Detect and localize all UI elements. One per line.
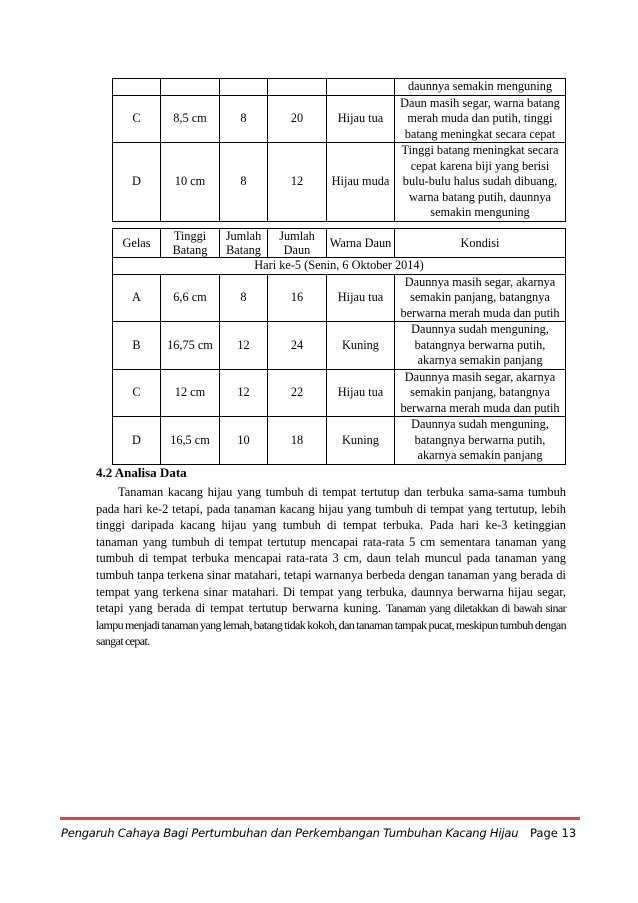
cell-jumlah-batang: 8 <box>220 143 268 222</box>
cell-kondisi: daunnya semakin menguning <box>395 79 566 96</box>
cell-jumlah-batang: 12 <box>220 322 268 370</box>
cell-kondisi: Daun masih segar, warna batang merah muda dan putih, tinggi batang meningkat secara cepat <box>395 95 566 143</box>
table-row <box>113 95 566 143</box>
cell-jumlah-batang <box>220 79 268 96</box>
footer-page-number: Page 13 <box>530 826 577 840</box>
cell-jumlah-daun: 12 <box>268 143 327 222</box>
cell-jumlah-daun: 20 <box>268 95 327 143</box>
cell-warna: Kuning <box>327 417 395 465</box>
cell-tinggi <box>161 79 220 96</box>
cell-jumlah-daun: 18 <box>268 417 327 465</box>
cell-tinggi: 8,5 cm <box>161 95 220 143</box>
header-kondisi: Kondisi <box>395 229 566 258</box>
cell-gelas: B <box>113 322 161 370</box>
section-heading: 4.2 Analisa Data <box>96 465 187 480</box>
footer-document-title: Pengaruh Cahaya Bagi Pertumbuhan dan Perkembangan Tumbuhan Kacang Hijau <box>61 826 519 840</box>
continued-observation-table <box>112 78 566 222</box>
paragraph-tail-text: Tanaman yang diletakkan di bawah sinar lampu menjadi tanaman yang lemah, batang tidak kokoh, dan tanaman tampak pucat, meskipun tumbuh dengan sangat cepat. <box>96 601 566 649</box>
header-gelas: Gelas <box>113 229 161 258</box>
cell-kondisi: Daunnya masih segar, akarnya semakin panjang, batangnya berwarna merah muda dan putih <box>395 274 566 322</box>
cell-warna <box>327 79 395 96</box>
cell-kondisi: Daunnya sudah menguning, batangnya berwarna putih, akarnya semakin panjang <box>395 322 566 370</box>
cell-jumlah-batang: 8 <box>220 95 268 143</box>
cell-warna: Hijau tua <box>327 369 395 417</box>
day-5-observation-table <box>112 228 566 465</box>
cell-jumlah-daun: 16 <box>268 274 327 322</box>
cell-gelas: A <box>113 274 161 322</box>
cell-warna: Hijau tua <box>327 95 395 143</box>
day-label-row <box>113 258 566 275</box>
cell-jumlah-batang: 12 <box>220 369 268 417</box>
cell-tinggi: 16,5 cm <box>161 417 220 465</box>
cell-kondisi: Tinggi batang meningkat secara cepat karena biji yang berisi bulu-bulu halus sudah dibuang, warna batang putih, daunnya semakin menguning <box>395 143 566 222</box>
table-header-row <box>113 229 566 258</box>
analysis-paragraph <box>96 484 566 650</box>
table-row <box>113 274 566 322</box>
cell-warna: Hijau muda <box>327 143 395 222</box>
footer-divider <box>60 817 580 820</box>
cell-jumlah-batang: 8 <box>220 274 268 322</box>
cell-warna: Hijau tua <box>327 274 395 322</box>
cell-tinggi: 10 cm <box>161 143 220 222</box>
header-warna-daun: Warna Daun <box>327 229 395 258</box>
cell-tinggi: 16,75 cm <box>161 322 220 370</box>
table-row <box>113 417 566 465</box>
header-jumlah-batang: Jumlah Batang <box>220 229 268 258</box>
header-jumlah-daun: Jumlah Daun <box>268 229 327 258</box>
table-row <box>113 322 566 370</box>
paragraph-main-text: Tanaman kacang hijau yang tumbuh di tempat tertutup dan terbuka sama-sama tumbuh pada hari ke-2 tetapi, pada tanaman kacang hijau yang tumbuh di tempat yang tertutup, lebih tinggi daripada kacang hijau yang tumbuh di tempat terbuka. Pada hari ke-3 ketinggian tanaman yang tumbuh di tempat tertutup mencapai rata-rata 5 cm sementara tanaman yang tumbuh di tempat terbuka mencapai rata-rata 3 cm, daun telah muncul pada tanaman yang tumbuh tanpa terkena sinar matahari, tetapi warnanya berbeda dengan tanaman yang berada di tempat yang terkena sinar matahari. Di tempat yang terbuka, daunnya berwarna hijau segar, tetapi yang berada di tempat tertutup berwarna kuning. <box>96 485 566 616</box>
day-label: Hari ke-5 (Senin, 6 Oktober 2014) <box>113 258 566 275</box>
cell-gelas <box>113 79 161 96</box>
cell-warna: Kuning <box>327 322 395 370</box>
cell-tinggi: 12 cm <box>161 369 220 417</box>
header-tinggi-batang: Tinggi Batang <box>161 229 220 258</box>
cell-kondisi: Daunnya sudah menguning, batangnya berwarna putih, akarnya semakin panjang <box>395 417 566 465</box>
cell-tinggi: 6,6 cm <box>161 274 220 322</box>
cell-gelas: C <box>113 95 161 143</box>
cell-jumlah-daun: 22 <box>268 369 327 417</box>
table-row <box>113 143 566 222</box>
cell-kondisi: Daunnya masih segar, akarnya semakin panjang, batangnya berwarna merah muda dan putih <box>395 369 566 417</box>
table-row <box>113 369 566 417</box>
table-row <box>113 79 566 96</box>
cell-jumlah-batang: 10 <box>220 417 268 465</box>
cell-jumlah-daun <box>268 79 327 96</box>
cell-jumlah-daun: 24 <box>268 322 327 370</box>
cell-gelas: D <box>113 417 161 465</box>
cell-gelas: D <box>113 143 161 222</box>
cell-gelas: C <box>113 369 161 417</box>
